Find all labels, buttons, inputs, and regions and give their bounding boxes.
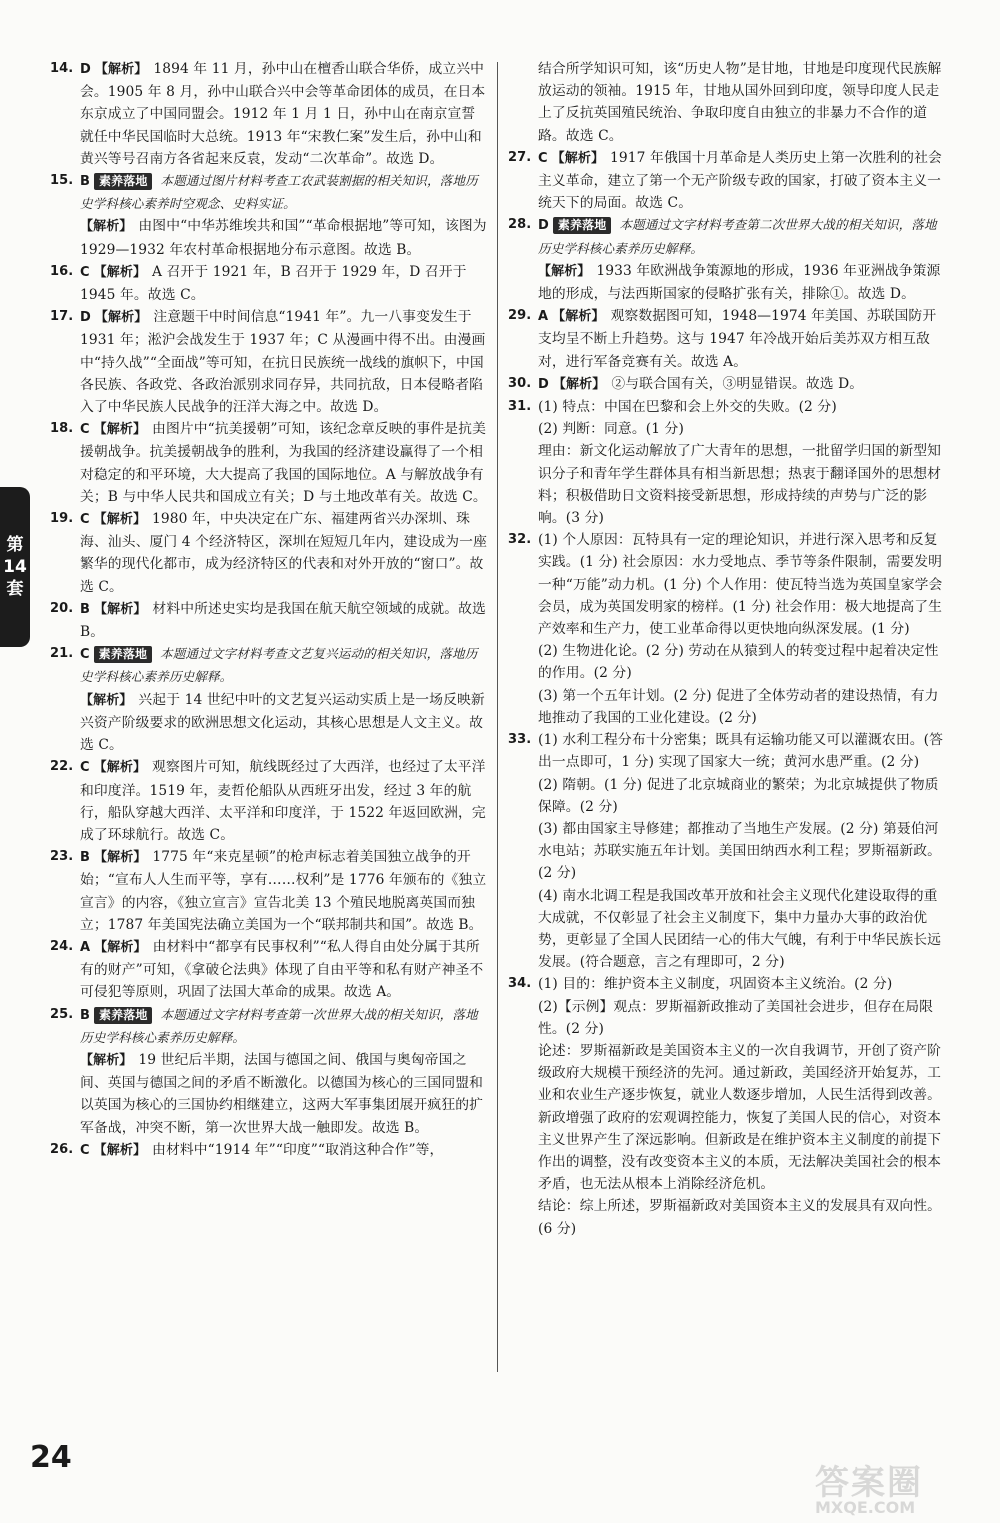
literacy-note: 本题通过图片材料考查工农武装割据的相关知识，落地历史学科核心素养时空观念、史料实证。 [80, 173, 478, 212]
answer-paragraph [538, 1195, 946, 1239]
question-number: 26. [50, 1141, 74, 1157]
answer-item [50, 643, 488, 756]
answer-item [50, 58, 488, 170]
question-number: 31. [508, 399, 532, 415]
answer-item [508, 214, 946, 305]
question-number: 28. [508, 217, 532, 233]
answer-paragraph [538, 885, 946, 974]
analysis-tag: 【解析】 [94, 601, 147, 617]
answer-paragraph [538, 396, 946, 418]
answer-text: (4) 南水北调工程是我国改革开放和社会主义现代化建设取得的重大成就，不仅彰显了社会主义制度下，集中力量办大事的政治优势，更彰显了全国人民团结一心的伟大气魄，有利于中华民族长远发展。(符合题意，言之有理即可，2 分) [538, 887, 942, 971]
question-number: 20. [50, 600, 74, 616]
answer-choice: C [80, 1142, 90, 1158]
question-number: 22. [50, 759, 74, 775]
literacy-badge: 素养落地 [553, 217, 611, 234]
answer-text: 观察图片可知，航线既经过了大西洋，也经过了太平洋和印度洋。1519 年，麦哲伦船队从西班牙出发，经过 3 年的航行，船队穿越大西洋、太平洋和印度洋，于 1522 年返回欧洲，完成了环球航行。故选 C。 [80, 759, 486, 843]
analysis-tag: 【解析】 [80, 692, 133, 708]
answer-text: (1) 特点：中国在巴黎和会上外交的失败。(2 分) [538, 399, 837, 416]
answer-paragraph [538, 685, 946, 729]
answer-choice: B [80, 174, 91, 190]
answer-choice: C [538, 150, 548, 166]
answer-paragraph [538, 214, 946, 259]
analysis-tag: 【解析】 [94, 850, 147, 866]
answer-choice: C [80, 512, 90, 528]
answer-item [50, 261, 488, 306]
answer-paragraph [80, 689, 488, 757]
answer-choice: D [538, 218, 549, 234]
answer-text: (2)【示例】观点：罗斯福新政推动了美国社会进步，但存在局限性。(2 分) [538, 998, 934, 1037]
answer-item [50, 1139, 488, 1162]
answer-text: (1) 水利工程分布十分密集；既具有运输功能又可以灌溉农田。(答出一点即可，1 分) 实现了国家大一统；黄河水患严重。(2 分) [538, 732, 944, 771]
answer-text: A 召开于 1921 年，B 召开于 1929 年，D 召开于 1945 年。故选 C。 [80, 263, 467, 304]
answer-item [50, 936, 488, 1004]
question-number: 19. [50, 511, 74, 527]
literacy-badge: 素养落地 [94, 173, 152, 190]
answer-choice: C [80, 422, 90, 438]
section-tab-char-3: 套 [6, 579, 24, 599]
answer-paragraph [80, 58, 488, 170]
answer-item [50, 306, 488, 418]
analysis-tag: 【解析】 [94, 310, 148, 326]
question-number: 14. [50, 61, 74, 76]
answer-item [50, 598, 488, 643]
literacy-note: 本题通过文字材料考查文艺复兴运动的相关知识，落地历史学科核心素养历史解释。 [80, 646, 478, 685]
answer-paragraph [80, 1049, 488, 1139]
analysis-tag: 【解析】 [93, 422, 147, 438]
answer-choice: A [80, 939, 91, 955]
answer-text: (1) 个人原因：瓦特具有一定的理论知识，并进行深入思考和反复实践。(1 分) 社会原因：水力受地点、季节等条件限制，需要发明一种“万能”动力机。(1 分) 个人作用：使瓦特当选为英国皇家学会会员，成为英国发明家的榜样。(1 分) 社会作用：极大地提高了生产效率和生产力，使工业革命得以更快地向纵深发展。(1 分) [538, 532, 943, 638]
watermark-logo [815, 1455, 985, 1515]
answer-text: 1917 年俄国十月革命是人类历史上第一次胜利的社会主义革命，建立了第一个无产阶级专政的国家，打破了资本主义一统天下的局面。故选 C。 [538, 149, 942, 212]
literacy-badge: 素养落地 [94, 646, 152, 663]
answer-paragraph [80, 756, 488, 846]
analysis-tag: 【解析】 [93, 760, 147, 776]
answer-paragraph [80, 261, 488, 306]
answer-text: 材料中所述史实均是我国在航天航空领域的成就。故选 B。 [80, 600, 486, 641]
analysis-tag: 【解析】 [94, 939, 147, 955]
question-number: 15. [50, 173, 74, 189]
answer-text: 由图片中“抗美援朝”可知，该纪念章反映的事件是抗美援朝战争。抗美援朝战争的胜利，为我国的经济建设赢得了一个相对稳定的和平环境，大大提高了我国的国际地位。A 与解放战争有关；B 与中华人民共和国成立有关；D 与土地改革有关。故选 C。 [80, 421, 487, 505]
answer-item [508, 396, 946, 529]
answer-text: (3) 都由国家主导修建；都推动了当地生产发展。(2 分) 第聂伯河水电站；苏联实施五年计划。美国田纳西水利工程；罗斯福新政。(2 分) [538, 820, 942, 882]
analysis-tag: 【解析】 [93, 1142, 147, 1158]
answer-paragraph [80, 1139, 488, 1162]
answer-item [50, 756, 488, 846]
answer-choice: B [80, 1007, 91, 1023]
answer-paragraph [80, 418, 488, 508]
answer-text: 1933 年欧洲战争策源地的形成，1936 年亚洲战争策源地的形成，与法西斯国家的侵略扩张有关，排除①。故选 D。 [538, 262, 941, 303]
answer-text: (2) 隋朝。(1 分) 促进了北京城商业的繁荣；为北京城提供了物质保障。(2 分) [538, 776, 939, 815]
watermark-text: 答案圈 [815, 1463, 923, 1503]
answer-choice: C [80, 760, 90, 776]
answer-text: (2) 生物进化论。(2 分) 劳动在从猿到人的转变过程中起着决定性的作用。(2 分) [538, 643, 939, 682]
analysis-tag: 【解析】 [93, 512, 147, 528]
answer-paragraph [80, 936, 488, 1004]
answer-paragraph [538, 729, 946, 773]
answer-text: 论述：罗斯福新政是美国资本主义的一次自我调节，开创了资产阶级政府大规模干预经济的先河。通过新政，美国经济开始复苏，工业和农业生产逐步恢复，就业人数逐步增加，人民生活得到改善。新政增强了政府的宏观调控能力，恢复了美国人民的信心，对资本主义世界产生了深远影响。但新政是在维护资本主义制度的前提下作出的调整，没有改变资本主义的本质，无法解决美国社会的根本矛盾，也无法从根本上消除经济危机。 [538, 1042, 942, 1193]
answer-continuation: 结合所学知识可知，该“历史人物”是甘地，甘地是印度现代民族解放运动的领袖。1915 年，甘地从国外回到印度，领导印度人民走上了反抗英国殖民统治、争取印度自由独立的非暴力不合作的道路。故选 C。 [538, 61, 942, 144]
answer-choice: B [80, 601, 91, 617]
analysis-tag: 【解析】 [538, 263, 591, 279]
answer-paragraph [538, 774, 946, 818]
answer-item [508, 729, 946, 973]
question-number: 30. [508, 375, 532, 391]
answer-item [50, 508, 488, 598]
question-number: 34. [508, 976, 532, 992]
question-number: 17. [50, 309, 74, 325]
answer-paragraph [80, 306, 488, 418]
answer-paragraph [80, 170, 488, 215]
answer-paragraph [80, 508, 488, 598]
answer-choice: A [538, 309, 549, 325]
answer-paragraph [80, 1004, 488, 1049]
answer-item [508, 58, 946, 147]
answer-text: ②与联合国有关，③明显错误。故选 D。 [611, 375, 864, 392]
answer-item [50, 170, 488, 261]
analysis-tag: 【解析】 [80, 1052, 133, 1068]
question-number: 16. [50, 263, 74, 279]
watermark-url: MXQE.COM [815, 1498, 916, 1517]
answer-paragraph [538, 529, 946, 640]
question-number: 23. [50, 849, 74, 865]
answer-paragraph [80, 846, 488, 936]
analysis-tag: 【解析】 [80, 219, 133, 235]
answer-text: 注意题干中时间信息“1941 年”。九一八事变发生于 1931 年；淞沪会战发生于 1937 年；C 从漫画中得不出。由漫画中“持久战”“全面战”等可知，在抗日民族统一战线的旗帜下，中国各民族、各政党、各政治派别求同存异，共同抗敌，日本侵略者陷入了中华民族人民战争的汪洋大海之中。故选 D。 [80, 309, 486, 416]
question-number: 25. [50, 1006, 74, 1022]
question-number: 27. [508, 149, 532, 165]
literacy-badge: 素养落地 [94, 1007, 152, 1024]
literacy-note: 本题通过文字材料考查第二次世界大战的相关知识，落地历史学科核心素养历史解释。 [538, 217, 937, 256]
answer-choice: B [80, 850, 91, 866]
question-number: 18. [50, 421, 74, 437]
answer-choice: D [80, 310, 91, 326]
question-number: 24. [50, 938, 74, 954]
answer-text: (1) 目的：维护资本主义制度，巩固资本主义统治。(2 分) [538, 976, 893, 993]
answer-choice: C [80, 264, 90, 280]
answer-item [50, 846, 488, 936]
answer-item [508, 373, 946, 396]
answer-text: 兴起于 14 世纪中叶的文艺复兴运动实质上是一场反映新兴资产阶级要求的欧洲思想文化运动，其核心思想是人文主义。故选 C。 [80, 691, 485, 754]
column-divider [497, 62, 498, 1372]
answer-item [50, 1004, 488, 1139]
analysis-tag: 【解析】 [551, 150, 605, 166]
answer-text: 1894 年 11 月，孙中山在檀香山联合华侨，成立兴中会。1905 年 8 月，孙中山联合兴中会等革命团体的成员，在日本东京成立了中国同盟会。1912 年 1 月 1 日，孙中山在南京宣誓就任中华民国临时大总统。1913 年“宋教仁案”发生后，孙中山和黄兴等号召南方各省起来反袁，发动“二次革命”。故选 D。 [80, 61, 486, 167]
answer-paragraph [80, 215, 488, 260]
analysis-tag: 【解析】 [94, 62, 148, 77]
answer-paragraph [538, 440, 946, 529]
answer-text: 理由：新文化运动解放了广大青年的思想，一批留学归国的新型知识分子和青年学生群体具有相当新思想；热衷于翻译国外的思想材料；积极借助日文资料接受新思想，形成持续的声势与广泛的影响。(3 分) [538, 443, 942, 527]
question-number: 21. [50, 646, 74, 662]
right-column [508, 58, 946, 1240]
answer-item [50, 418, 488, 508]
answer-text: 1980 年，中央决定在广东、福建两省兴办深圳、珠海、汕头、厦门 4 个经济特区，深圳在短短几年内，建设成为一座繁华的现代化都市，成为经济特区的代表和对外开放的“窗口”。故选 C。 [80, 511, 487, 595]
answer-text: 由材料中“1914 年”“印度”“取消这种合作”等， [152, 1141, 444, 1158]
section-tab-number: 14 [3, 557, 27, 577]
answer-choice: C [80, 647, 90, 663]
answer-text: 观察数据图可知，1948—1974 年美国、苏联国防开支均呈不断上升趋势。这与 1947 年冷战开始后美苏双方相互敌对，进行军备竞赛有关。故选 A。 [538, 308, 937, 370]
answer-paragraph [538, 640, 946, 684]
answer-paragraph [80, 643, 488, 688]
analysis-tag: 【解析】 [552, 376, 606, 392]
analysis-tag: 【解析】 [93, 264, 147, 280]
answer-item [508, 147, 946, 215]
answer-item [508, 973, 946, 1239]
answer-paragraph [538, 973, 946, 995]
page-number: 24 [30, 1440, 72, 1475]
answer-text: 由材料中“都享有民事权利”“私人得自由处分属于其所有的财产”可知，《拿破仑法典》体现了自由平等和私有财产神圣不可侵犯等原则，巩固了法国大革命的成果。故选 A。 [80, 938, 484, 1001]
answer-paragraph [538, 818, 946, 885]
question-number: 29. [508, 308, 532, 324]
answer-text: 19 世纪后半期，法国与德国之间、俄国与奥匈帝国之间、英国与德国之间的矛盾不断激化。以德国为核心的三国同盟和以英国为核心的三国协约相继建立，这两大军事集团展开疯狂的扩军备战，冲突不断，第一次世界大战一触即发。故选 B。 [80, 1051, 484, 1136]
answer-paragraph [538, 147, 946, 215]
analysis-tag: 【解析】 [552, 309, 605, 325]
answer-paragraph [538, 373, 946, 396]
answer-item [508, 305, 946, 373]
question-number: 33. [508, 732, 532, 748]
answer-paragraph [538, 996, 946, 1040]
answer-text: 结论：综上所述，罗斯福新政对美国资本主义的发展具有双向性。(6 分) [538, 1198, 942, 1237]
section-tab [0, 487, 30, 647]
answer-choice: D [80, 62, 91, 77]
answer-paragraph [538, 305, 946, 373]
answer-item [508, 529, 946, 729]
literacy-note: 本题通过文字材料考查第一次世界大战的相关知识，落地历史学科核心素养历史解释。 [80, 1006, 478, 1045]
answer-paragraph [80, 598, 488, 643]
answer-text: 1775 年“来克星顿”的枪声标志着美国独立战争的开始；“宣布人人生而平等，享有……权利”是 1776 年颁布的《独立宣言》的内容，《独立宣言》宣告北美 13 个殖民地脱离英国而独立；1787 年美国宪法确立美国为一个“联邦制共和国”。故选 B。 [80, 849, 487, 933]
answer-text: (2) 判断：同意。(1 分) [538, 421, 684, 438]
section-tab-char-1: 第 [6, 535, 24, 555]
answer-paragraph [538, 260, 946, 305]
left-column [50, 58, 488, 1162]
answer-text: 由图中“中华苏维埃共和国”“革命根据地”等可知，该图为 1929—1932 年农村革命根据地分布示意图。故选 B。 [80, 218, 487, 258]
question-number: 32. [508, 532, 532, 548]
answer-choice: D [538, 376, 549, 392]
answer-text: (3) 第一个五年计划。(2 分) 促进了全体劳动者的建设热情，有力地推动了我国的工业化建设。(2 分) [538, 687, 939, 726]
answer-paragraph [538, 1040, 946, 1195]
answer-paragraph [538, 418, 946, 440]
